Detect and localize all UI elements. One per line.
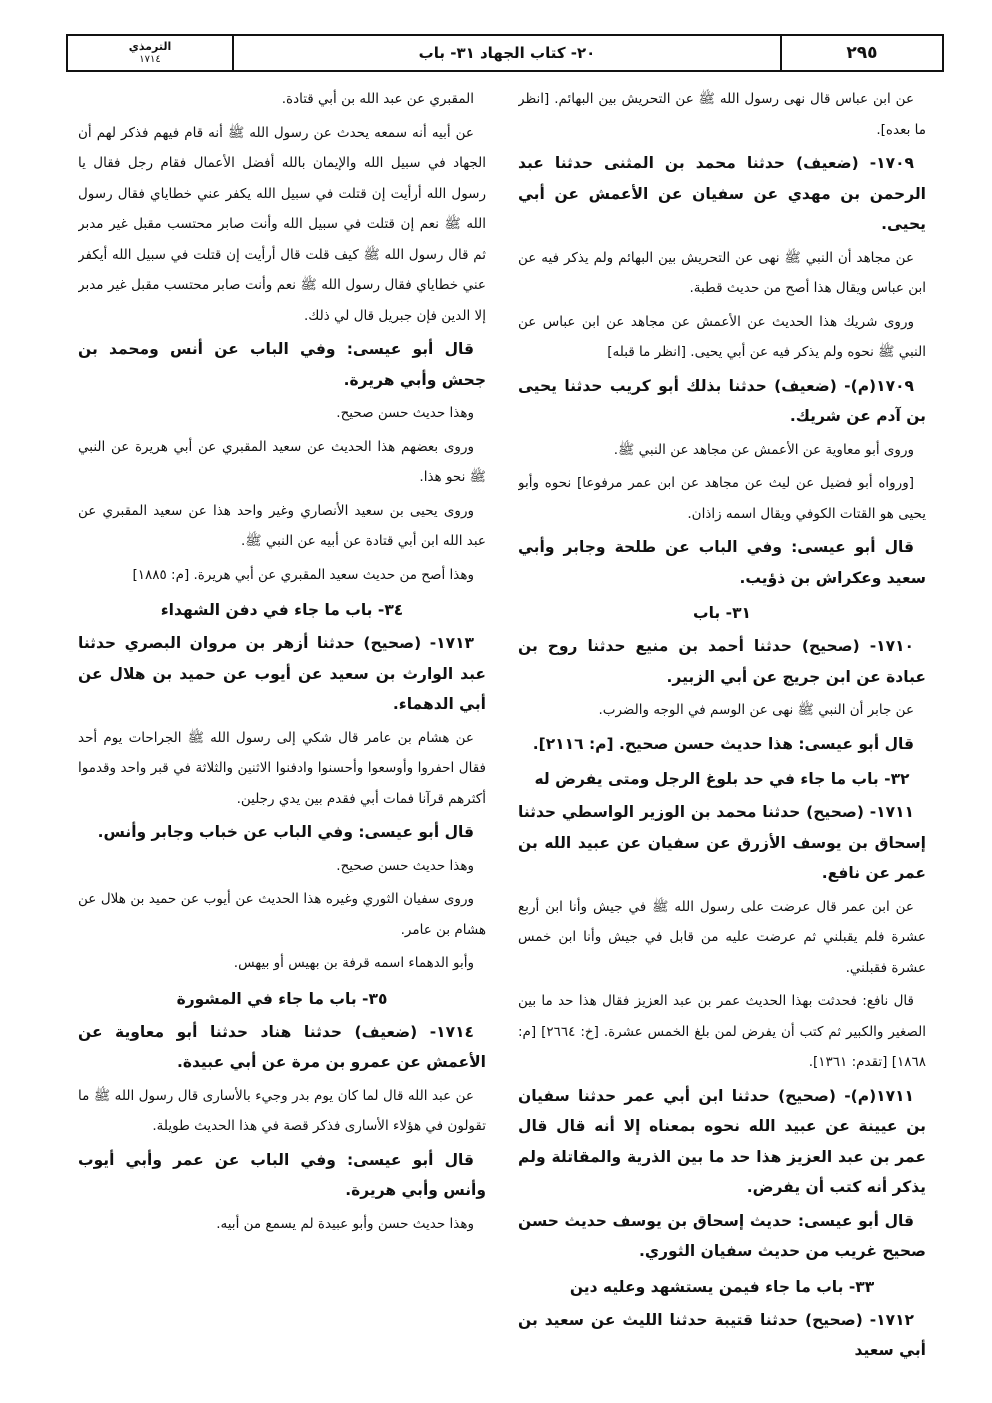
abu-isa-remark: قال أبو عيسى: وفي الباب عن طلحة وجابر وأبي سعيد وعكراش بن ذؤيب. [518, 538, 926, 587]
paragraph: وروى شريك هذا الحديث عن الأعمش عن مجاهد عن ابن عباس عن النبي ﷺ نحوه ولم يذكر فيه عن أبي يحيى. [انظر ما قبله] [518, 313, 926, 360]
paragraph: عن جابر أن النبي ﷺ نهى عن الوسم في الوجه والضرب. [598, 702, 914, 718]
paragraph: وهذا حديث حسن صحيح. [336, 405, 474, 421]
hadith-range: ١٧١٤ [139, 54, 161, 65]
paragraph: عن ابن عباس قال نهى رسول الله ﷺ عن التحريش بين البهائم. [انظر ما بعده]. [518, 91, 926, 138]
paragraph: عن عبد الله قال لما كان يوم بدر وجيء بالأسارى قال رسول الله ﷺ ما تقولون في هؤلاء الأسارى فذكر قصة في هذا الحديث طويلة. [78, 1087, 486, 1134]
abu-isa-remark: قال أبو عيسى: وفي الباب عن أنس ومحمد بن جحش وأبي هريرة. [78, 340, 486, 389]
paragraph: عن أبيه أنه سمعه يحدث عن رسول الله ﷺ أنه قام فيهم فذكر لهم أن الجهاد في سبيل الله والإيمان بالله أفضل الأعمال فقام رجل فقال يا رسول الله أرأيت إن قتلت في سبيل الله يكفر عني خطاياي فقال رسول الله ﷺ نعم إن قتلت في سبيل الله وأنت صابر محتسب مقبل غير مدبر ثم قال رسول الله ﷺ كيف قلت قال أرأيت إن قتلت في سبيل الله أيكفر عني خطاياي فقال رسول الله ﷺ نعم وأنت صابر محتسب مقبل غير مدبر إلا الدين فإن جبريل قال لي ذلك. [78, 124, 486, 324]
book-reference-box [68, 36, 234, 70]
paragraph: عن هشام بن عامر قال شكي إلى رسول الله ﷺ الجراحات يوم أحد فقال احفروا وأوسعوا وأحسنوا وادفنوا الاثنين والثلاثة في قبر واحد وقدموا أكثرهم قرآنا فمات أبي فقدم بين يدي رجلين. [78, 729, 486, 807]
hadith-1711: ١٧١١- (صحيح) حدثنا محمد بن الوزير الواسطي حدثنا إسحاق بن يوسف الأزرق عن سفيان عن عبيد الله بن عمر عن نافع. [518, 803, 926, 882]
hadith-1713: ١٧١٣- (صحيح) حدثنا أزهر بن مروان البصري حدثنا عبد الوارث بن سعيد عن أيوب عن حميد بن هلال عن أبي الدهماء. [78, 634, 486, 713]
paragraph: وروى أبو معاوية عن الأعمش عن مجاهد عن النبي ﷺ. [613, 441, 914, 458]
right-column [518, 84, 926, 1384]
abu-isa-remark: قال أبو عيسى: وفي الباب عن عمر وأبي أيوب وأنس وأبي هريرة. [78, 1150, 486, 1199]
hadith-1711m: ١٧١١(م)- (صحيح) حدثنا ابن أبي عمر حدثنا سفيان بن عيينة عن عبيد الله نحوه بمعناه إلا أنه قال قال عمر بن عبد العزيز هذا حد ما بين الذرية والمقاتلة ولم يذكر أنه كتب أن يفرض. [518, 1086, 926, 1196]
paragraph: [ورواه أبو فضيل عن ليث عن مجاهد عن ابن عمر مرفوعا] نحوه وأبو يحيى هو القتات الكوفي ويقال اسمه زاذان. [518, 475, 926, 522]
section-title: ٢٠- كتاب الجهاد ٣١- باب [418, 44, 596, 62]
chapter-heading-33: ٣٣- باب ما جاء فيمن يستشهد وعليه دين [569, 1277, 875, 1296]
paragraph: وروى سفيان الثوري وغيره هذا الحديث عن أيوب عن حميد بن هلال عن هشام بن عامر. [78, 891, 486, 938]
paragraph: وهذا حديث حسن صحيح. [336, 857, 474, 874]
paragraph: قال نافع: فحدثت بهذا الحديث عمر بن عبد العزيز فقال هذا حد ما بين الصغير والكبير ثم كتب أن يفرض لمن بلغ الخمس عشرة. [خ: ٢٦٦٤] [م: ١٨٦٨] [تقدم: ١٣٦١]. [518, 993, 926, 1070]
abu-isa-remark: قال أبو عيسى: حديث إسحاق بن يوسف حديث حسن صحيح غريب من حديث سفيان الثوري. [518, 1211, 926, 1260]
paragraph: وروى بعضهم هذا الحديث عن سعيد المقبري عن أبي هريرة عن النبي ﷺ نحو هذا. [78, 438, 486, 485]
paragraph: وأبو الدهماء اسمه قرفة بن بهيس أو بيهس. [233, 955, 474, 971]
book-name: الترمذي [128, 40, 172, 53]
page-number: ٢٩٥ [780, 36, 942, 70]
hadith-1709: ١٧٠٩- (ضعيف) حدثنا محمد بن المثنى حدثنا عبد الرحمن بن مهدي عن سفيان عن الأعمش عن أبي يحيى. [518, 154, 926, 233]
paragraph: وروى يحيى بن سعيد الأنصاري وغير واحد هذا عن سعيد المقبري عن عبد الله ابن أبي قتادة عن أبيه عن النبي ﷺ. [78, 502, 486, 549]
hadith-1712: ١٧١٢- (صحيح) حدثنا قتيبة حدثنا الليث عن سعيد بن أبي سعيد [518, 1310, 926, 1359]
chapter-heading-31: ٣١- باب [693, 604, 751, 622]
paragraph: عن مجاهد أن النبي ﷺ نهى عن التحريش بين البهائم ولم يذكر فيه عن ابن عباس ويقال هذا أصح من حديث قطبة. [518, 249, 926, 296]
paragraph: وهذا أصح من حديث سعيد المقبري عن أبي هريرة. [م: ١٨٨٥] [132, 566, 474, 583]
chapter-heading-35: ٣٥- باب ما جاء في المشورة [176, 989, 388, 1008]
chapter-heading-32: ٣٢- باب ما جاء في حد بلوغ الرجل ومتى يفرض له [534, 770, 910, 788]
left-column [78, 84, 486, 1384]
paragraph: المقبري عن عبد الله بن أبي قتادة. [281, 91, 474, 107]
abu-isa-remark: قال أبو عيسى: وفي الباب عن خباب وجابر وأنس. [97, 823, 474, 841]
hadith-1714: ١٧١٤- (ضعيف) حدثنا هناد حدثنا أبو معاوية عن الأعمش عن عمرو بن مرة عن أبي عبيدة. [78, 1022, 486, 1071]
abu-isa-remark: قال أبو عيسى: هذا حديث حسن صحيح. [م: ٢١١٦]. [532, 734, 914, 753]
paragraph: عن ابن عمر قال عرضت على رسول الله ﷺ في جيش وأنا ابن أربع عشرة فلم يقبلني ثم عرضت عليه من قابل في جيش وأنا ابن خمس عشرة فقبلني. [518, 898, 926, 976]
chapter-heading-34: ٣٤- باب ما جاء في دفن الشهداء [160, 601, 404, 619]
hadith-1709m: ١٧٠٩(م)- (ضعيف) حدثنا بذلك أبو كريب حدثنا يحيى بن آدم عن شريك. [518, 376, 926, 425]
paragraph: وهذا حديث حسن وأبو عبيدة لم يسمع من أبيه. [216, 1215, 474, 1232]
hadith-1710: ١٧١٠- (صحيح) حدثنا أحمد بن منيع حدثنا روح بن عبادة عن ابن جريج عن أبي الزبير. [518, 637, 926, 686]
page-header [66, 34, 944, 72]
